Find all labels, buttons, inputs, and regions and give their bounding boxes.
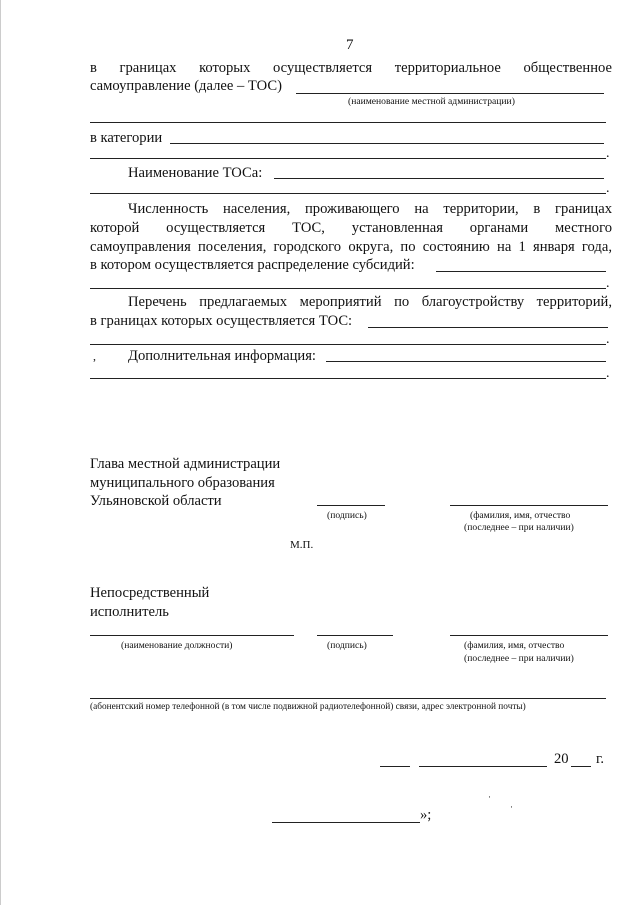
- stamp-place: М.П.: [290, 539, 314, 551]
- closing-field[interactable]: [272, 822, 420, 823]
- tos-name-label: Наименование ТОСа:: [128, 165, 263, 181]
- scan-mark: ,: [93, 349, 96, 363]
- closing-mark: »;: [420, 807, 432, 823]
- period-mark: .: [606, 146, 610, 161]
- executor-title-line-1: Непосредственный: [90, 585, 210, 601]
- caption-fio-line-2: (последнее – при наличии): [464, 522, 574, 533]
- executor-position-field[interactable]: [90, 635, 294, 636]
- caption-signature-2: (подпись): [327, 640, 367, 651]
- intro-line-1: в границах которых осуществляется территориальное общественное: [90, 60, 612, 76]
- caption-fio2-line-2: (последнее – при наличии): [464, 653, 574, 664]
- population-field[interactable]: [436, 271, 606, 272]
- caption-contacts: (абонентский номер телефонной (в том числе подвижной радиотелефонной) связи, адрес электронной почты): [90, 702, 526, 712]
- period-mark: .: [606, 276, 610, 291]
- caption-fio2-line-1: (фамилия, имя, отчество: [464, 640, 565, 651]
- date-day-field[interactable]: [380, 766, 410, 767]
- executor-fio-field[interactable]: [450, 635, 608, 636]
- period-mark: .: [606, 366, 610, 381]
- admin-name-field[interactable]: [296, 93, 604, 94]
- executor-title-line-2: исполнитель: [90, 604, 169, 620]
- caption-signature: (подпись): [327, 510, 367, 521]
- tos-name-field[interactable]: [274, 178, 604, 179]
- measures-field-continued[interactable]: [90, 344, 606, 345]
- measures-line-2: в границах которых осуществляется ТОС:: [90, 313, 353, 329]
- year-prefix: 20: [554, 751, 569, 767]
- population-line-1: Численность населения, проживающего на территории, в границах: [128, 201, 612, 217]
- head-title-line-1: Глава местной администрации: [90, 456, 281, 472]
- head-title-line-2: муниципального образования: [90, 475, 275, 491]
- head-fio-field[interactable]: [450, 505, 608, 506]
- caption-admin: (наименование местной администрации): [348, 96, 515, 107]
- head-signature-field[interactable]: [317, 505, 385, 506]
- caption-position: (наименование должности): [121, 640, 233, 651]
- category-label: в категории: [90, 130, 163, 146]
- period-mark: .: [606, 181, 610, 196]
- date-year-field[interactable]: [571, 766, 591, 767]
- additional-info-label: Дополнительная информация:: [128, 348, 316, 364]
- category-field-continued[interactable]: [90, 158, 606, 159]
- intro-line-2: самоуправление (далее – ТОС): [90, 78, 282, 94]
- population-field-continued[interactable]: [90, 288, 606, 289]
- population-line-2: которой осуществляется ТОС, установленная органами местного: [90, 220, 612, 236]
- year-suffix: г.: [596, 751, 604, 767]
- date-month-field[interactable]: [419, 766, 547, 767]
- measures-line-1: Перечень предлагаемых мероприятий по благоустройству территорий,: [128, 294, 612, 310]
- caption-fio-line-1: (фамилия, имя, отчество: [470, 510, 571, 521]
- executor-signature-field[interactable]: [317, 635, 393, 636]
- head-title-line-3: Ульяновской области: [90, 493, 222, 509]
- additional-info-field[interactable]: [326, 361, 606, 362]
- contacts-field[interactable]: [90, 698, 606, 699]
- scan-speck: ·: [488, 792, 491, 802]
- scan-speck: ·: [510, 802, 513, 812]
- admin-name-field-continued[interactable]: [90, 122, 606, 123]
- additional-info-field-continued[interactable]: [90, 378, 606, 379]
- page-number: 7: [346, 37, 354, 53]
- category-field[interactable]: [170, 143, 604, 144]
- period-mark: .: [606, 332, 610, 347]
- measures-field[interactable]: [368, 327, 608, 328]
- tos-name-field-continued[interactable]: [90, 193, 606, 194]
- population-line-4: в котором осуществляется распределение субсидий:: [90, 257, 415, 273]
- population-line-3: самоуправления поселения, городского округа, по состоянию на 1 января года,: [90, 239, 612, 255]
- page-scan-edge: [0, 0, 1, 905]
